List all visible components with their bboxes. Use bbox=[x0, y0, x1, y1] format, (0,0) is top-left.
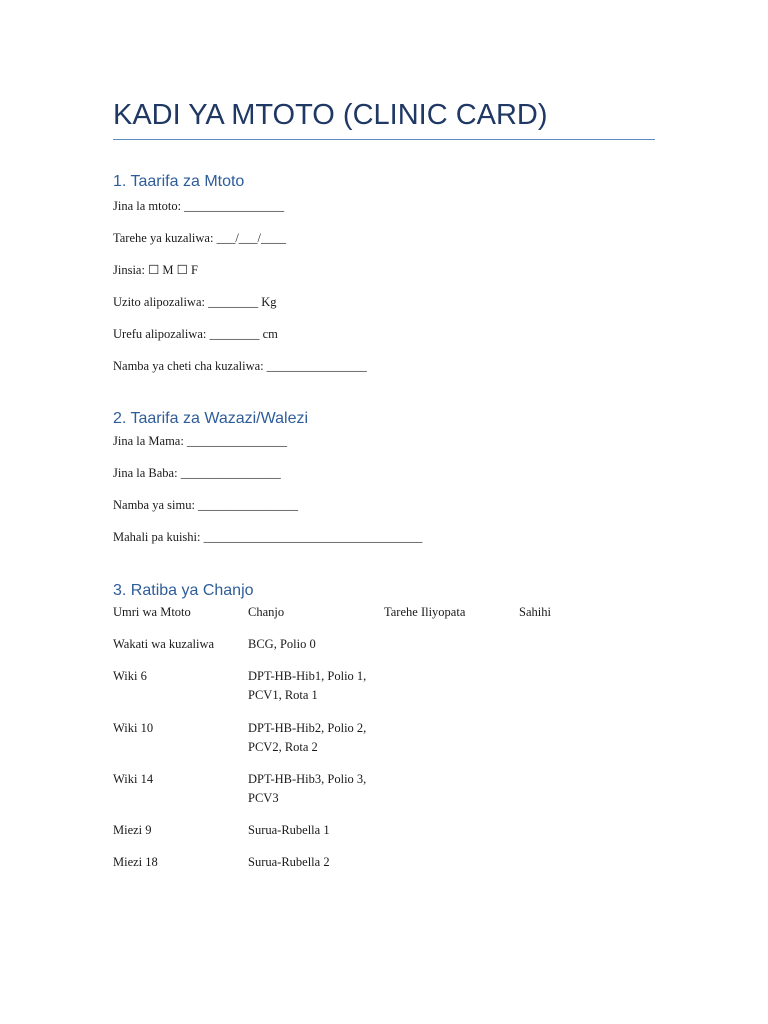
header-vaccine: Chanjo bbox=[248, 605, 285, 619]
field-sex: Jinsia: ☐ M ☐ F bbox=[113, 263, 198, 277]
section-heading-parents-info: 2. Taarifa za Wazazi/Walezi bbox=[113, 410, 309, 427]
row-vaccine: Surua-Rubella 1 bbox=[248, 823, 330, 837]
section-heading-vaccination-schedule: 3. Ratiba ya Chanjo bbox=[113, 582, 254, 599]
row-age: Miezi 18 bbox=[113, 855, 158, 869]
row-age: Wiki 14 bbox=[113, 772, 154, 786]
row-vaccine: BCG, Polio 0 bbox=[248, 637, 316, 651]
row-age: Wakati wa kuzaliwa bbox=[113, 637, 215, 651]
row-age: Wiki 10 bbox=[113, 721, 154, 735]
field-birth-length: Urefu alipozaliwa: ________ cm bbox=[113, 327, 278, 341]
row-age: Miezi 9 bbox=[113, 823, 152, 837]
document-title: KADI YA MTOTO (CLINIC CARD) bbox=[113, 99, 548, 131]
header-child-age: Umri wa Mtoto bbox=[113, 605, 191, 619]
row-vaccine: Surua-Rubella 2 bbox=[248, 855, 330, 869]
row-age: Wiki 6 bbox=[113, 669, 147, 683]
section-heading-child-info: 1. Taarifa za Mtoto bbox=[113, 173, 245, 190]
row-vaccine: DPT-HB-Hib2, Polio 2, PCV2, Rota 2 bbox=[248, 721, 367, 754]
field-phone-number: Namba ya simu: ________________ bbox=[113, 498, 299, 512]
field-child-name: Jina la mtoto: ________________ bbox=[113, 199, 285, 213]
header-date-received: Tarehe Iliyopata bbox=[384, 605, 466, 619]
field-father-name: Jina la Baba: ________________ bbox=[113, 466, 281, 480]
field-date-of-birth: Tarehe ya kuzaliwa: ___/___/____ bbox=[113, 231, 287, 245]
field-residence: Mahali pa kuishi: ___________________________________ bbox=[113, 530, 423, 544]
title-underline bbox=[113, 139, 655, 140]
field-birth-certificate-number: Namba ya cheti cha kuzaliwa: ________________ bbox=[113, 359, 367, 373]
row-vaccine: DPT-HB-Hib3, Polio 3, PCV3 bbox=[248, 772, 367, 805]
field-mother-name: Jina la Mama: ________________ bbox=[113, 434, 287, 448]
field-birth-weight: Uzito alipozaliwa: ________ Kg bbox=[113, 295, 277, 309]
header-signature: Sahihi bbox=[519, 605, 551, 619]
row-vaccine: DPT-HB-Hib1, Polio 1, PCV1, Rota 1 bbox=[248, 669, 367, 702]
